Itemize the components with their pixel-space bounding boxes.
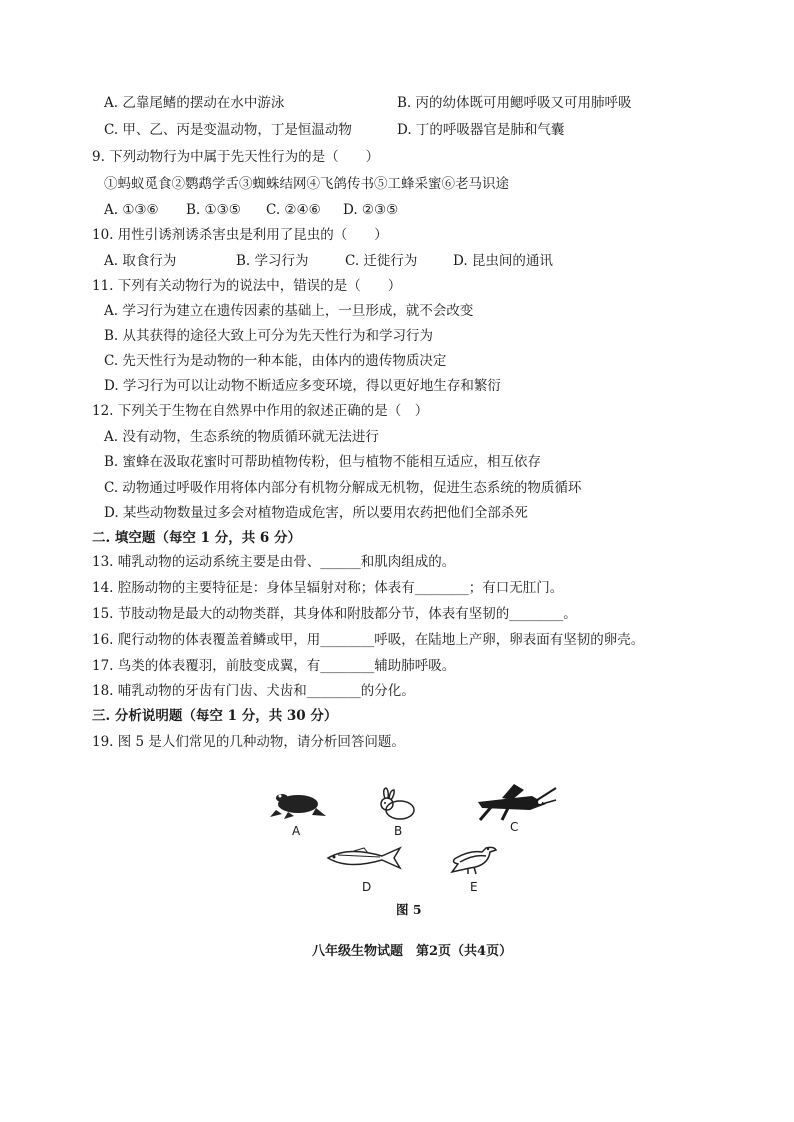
figure-label-a: A: [292, 824, 301, 838]
figure-label-e: E: [470, 880, 478, 894]
rabbit-image: [376, 786, 418, 822]
q12-stem: 12. 下列关于生物在自然界中作用的叙述正确的是（ ）: [92, 403, 429, 419]
q9-option-b: B. ①③⑤: [186, 202, 241, 218]
page-footer: 八年级生物试题 第2页（共4页）: [312, 944, 513, 959]
q8-option-d: D. 丁的呼吸器官是肺和气囊: [397, 122, 565, 138]
fish-image: [324, 846, 404, 870]
q19-stem: 19. 图 5 是人们常见的几种动物，请分析回答问题。: [92, 734, 405, 750]
q10-option-c: C. 迁徙行为: [345, 253, 418, 269]
figure-caption: 图 5: [396, 902, 422, 917]
frog-image: [268, 790, 328, 820]
figure-5: [260, 780, 560, 920]
q10-stem: 10. 用性引诱剂诱杀害虫是利用了昆虫的（ ）: [92, 227, 388, 243]
q18: 18. 哺乳动物的牙齿有门齿、犬齿和________的分化。: [92, 683, 415, 699]
q12-option-a: A. 没有动物，生态系统的物质循环就无法进行: [104, 429, 379, 445]
q10-option-a: A. 取食行为: [104, 253, 177, 269]
q9-option-a: A. ①③⑥: [104, 202, 159, 218]
q15: 15. 节肢动物是最大的动物类群，其身体和附肢都分节，体表有坚韧的________。: [92, 606, 577, 622]
q8-option-a: A. 乙靠尾鳍的摆动在水中游泳: [104, 95, 285, 111]
q14: 14. 腔肠动物的主要特征是：身体呈辐射对称；体表有________；有口无肛门。: [92, 580, 564, 596]
q9-option-d: D. ②③⑤: [343, 202, 399, 218]
q9-stem: 9. 下列动物行为中属于先天性行为的是（ ）: [92, 149, 380, 165]
figure-label-b: B: [394, 824, 403, 838]
q12-option-c: C. 动物通过呼吸作用将体内部分有机物分解成无机物，促进生态系统的物质循环: [104, 480, 582, 496]
figure-label-c: C: [510, 820, 519, 834]
q10-option-b: B. 学习行为: [236, 253, 309, 269]
q8-option-c: C. 甲、乙、丙是变温动物，丁是恒温动物: [104, 122, 352, 138]
q10-option-d: D. 昆虫间的通讯: [453, 253, 553, 269]
q13: 13. 哺乳动物的运动系统主要是由骨、______和肌肉组成的。: [92, 554, 456, 570]
q12-option-d: D. 某些动物数量过多会对植物造成危害，所以要用农药把他们全部杀死: [104, 505, 528, 521]
section-fill-in-heading: 二. 填空题（每空 1 分，共 6 分）: [92, 530, 301, 546]
q11-option-b: B. 从其获得的途径大致上可分为先天性行为和学习行为: [104, 328, 434, 344]
q16: 16. 爬行动物的体表覆盖着鳞或甲，用________呼吸，在陆地上产卵，卵表面有坚韧的卵壳。: [92, 632, 645, 648]
q11-option-d: D. 学习行为可以让动物不断适应多变环境，得以更好地生存和繁衍: [104, 378, 501, 394]
q11-option-a: A. 学习行为建立在遗传因素的基础上，一旦形成，就不会改变: [104, 303, 474, 319]
q11-option-c: C. 先天性行为是动物的一种本能，由体内的遗传物质决定: [104, 353, 447, 369]
q9-option-c: C. ②④⑥: [266, 202, 321, 218]
pigeon-image: [446, 840, 498, 876]
grasshopper-image: [472, 782, 558, 822]
q9-items: ①蚂蚁觅食②鹦鹉学舌③蜘蛛结网④飞鸽传书⑤工蜂采蜜⑥老马识途: [104, 176, 509, 192]
q17: 17. 鸟类的体表覆羽，前肢变成翼，有________辅助肺呼吸。: [92, 658, 456, 674]
q11-stem: 11. 下列有关动物行为的说法中，错误的是（ ）: [92, 278, 402, 294]
q8-option-b: B. 丙的幼体既可用鳃呼吸又可用肺呼吸: [397, 95, 632, 111]
section-analysis-heading: 三. 分析说明题（每空 1 分，共 30 分）: [92, 708, 338, 724]
q12-option-b: B. 蜜蜂在汲取花蜜时可帮助植物传粉，但与植物不能相互适应，相互依存: [104, 454, 542, 470]
figure-label-d: D: [362, 880, 372, 894]
